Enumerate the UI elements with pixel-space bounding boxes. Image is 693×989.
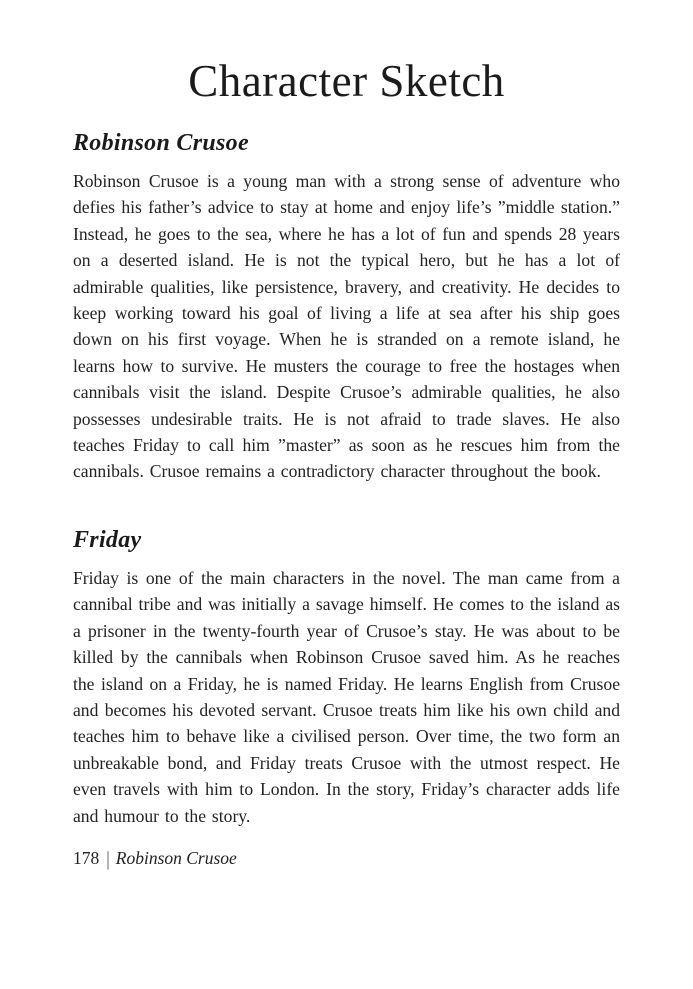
footer-book-title: Robinson Crusoe — [115, 847, 237, 868]
page-number: 178 — [73, 847, 100, 868]
section-heading-friday: Friday — [73, 526, 142, 553]
section-robinson-crusoe — [73, 128, 620, 485]
section-heading-robinson-crusoe: Robinson Crusoe — [73, 130, 249, 156]
section-friday — [73, 525, 620, 829]
footer-separator: | — [106, 846, 110, 870]
section-body-robinson-crusoe: Robinson Crusoe is a young man with a strong sense of adventure who defies his father’s advice to stay at home and enjoy life’s ”middle station.” Instead, he goes to the sea, where he has a lot of fun and spends 28 years on a deserted island. He is not the typical hero, but he has a lot of admirable qualities, like persistence, bravery, and creativity. He decides to keep working toward his goal of living a life at sea after his ship goes down on his first voyage. When he is stranded on a remote island, he learns how to survive. He musters the courage to free the hostages when cannibals visit the island. Despite Crusoe’s admirable qualities, he also possesses undesirable traits. He is not afraid to trade slaves. He also teaches Friday to call him ”master” as soon as he rescues him from the cannibals. Crusoe remains a contradictory character throughout the book. — [73, 171, 620, 482]
section-body-friday: Friday is one of the main characters in the novel. The man came from a cannibal tribe and was initially a savage himself. He comes to the island as a prisoner in the twenty-fourth year of Crusoe’s stay. He was about to be killed by the cannibals when Robinson Crusoe saved him. As he reaches the island on a Friday, he is named Friday. He learns English from Crusoe and becomes his devoted servant. Crusoe treats him like his own child and teaches him to behave like a civilised person. Over time, the two form an unbreakable bond, and Friday treats Crusoe with the utmost respect. He even travels with him to London. In the story, Friday’s character adds life and humour to the story. — [73, 567, 620, 826]
page-footer — [73, 845, 620, 871]
page-title: Character Sketch — [188, 56, 505, 106]
